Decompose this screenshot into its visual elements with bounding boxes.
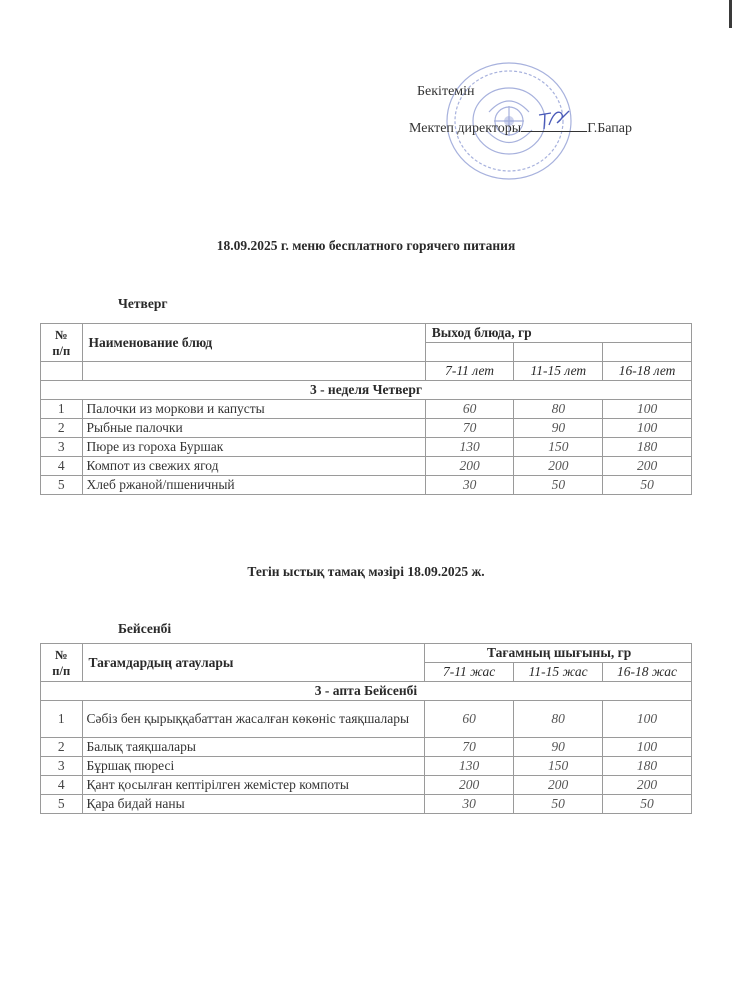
- portion-16-18: 100: [603, 400, 692, 419]
- row-number: 3: [41, 757, 83, 776]
- russian-menu-title: 18.09.2025 г. меню бесплатного горячего питания: [216, 238, 516, 253]
- portion-16-18: 200: [603, 776, 692, 795]
- header-age-16-18: 16-18 жас: [603, 663, 692, 682]
- portion-16-18: 50: [603, 476, 692, 495]
- portion-7-11: 70: [425, 419, 514, 438]
- portion-7-11: 200: [425, 776, 514, 795]
- empty-cell: [514, 343, 603, 362]
- portion-16-18: 100: [603, 738, 692, 757]
- table-row: [41, 419, 692, 438]
- portion-11-15: 50: [514, 476, 603, 495]
- portion-11-15: 80: [514, 400, 603, 419]
- kazakh-menu-table: [40, 643, 692, 814]
- table-row: [41, 738, 692, 757]
- portion-7-11: 130: [425, 757, 514, 776]
- row-number: 3: [41, 438, 83, 457]
- header-number: № п/п: [41, 644, 83, 682]
- table-row: [41, 795, 692, 814]
- approval-signature-line: [409, 117, 632, 137]
- portion-16-18: 180: [603, 757, 692, 776]
- row-number: 4: [41, 776, 83, 795]
- dish-name: Рыбные палочки: [82, 419, 425, 438]
- empty-cell: [603, 343, 692, 362]
- table-row: [41, 457, 692, 476]
- row-number: 5: [41, 795, 83, 814]
- portion-16-18: 100: [603, 701, 692, 738]
- header-age-7-11: 7-11 жас: [425, 663, 514, 682]
- portion-7-11: 30: [425, 795, 514, 814]
- table-row: [41, 757, 692, 776]
- approval-title: Бекітемін: [417, 84, 475, 99]
- dish-name: Балық таяқшалары: [82, 738, 425, 757]
- portion-11-15: 150: [514, 438, 603, 457]
- kazakh-day-label: Бейсенбі: [118, 621, 172, 636]
- empty-cell: [41, 362, 83, 381]
- table-row: [41, 438, 692, 457]
- dish-name: Бұршақ пюресі: [82, 757, 425, 776]
- signature-icon: [535, 107, 575, 133]
- week-label: 3 - апта Бейсенбі: [41, 682, 692, 701]
- empty-cell: [425, 343, 514, 362]
- row-number: 5: [41, 476, 83, 495]
- table-row: [41, 400, 692, 419]
- portion-11-15: 90: [514, 738, 603, 757]
- russian-menu-table: [40, 323, 692, 495]
- approval-block: [0, 0, 732, 200]
- row-number: 1: [41, 400, 83, 419]
- dish-name: Палочки из моркови и капусты: [82, 400, 425, 419]
- header-age-7-11: 7-11 лет: [425, 362, 514, 381]
- dish-name: Компот из свежих ягод: [82, 457, 425, 476]
- table-row: [41, 476, 692, 495]
- dish-name: Қант қосылған кептірілген жемістер компоты: [82, 776, 425, 795]
- header-age-16-18: 16-18 лет: [603, 362, 692, 381]
- header-dish-name: Наименование блюд: [82, 324, 425, 362]
- portion-7-11: 60: [425, 400, 514, 419]
- kazakh-menu-title: Тегін ыстық тамақ мәзірі 18.09.2025 ж.: [247, 564, 485, 579]
- russian-day-label: Четверг: [118, 296, 168, 311]
- portion-11-15: 90: [514, 419, 603, 438]
- portion-16-18: 50: [603, 795, 692, 814]
- header-portion-group: Выход блюда, гр: [425, 324, 691, 343]
- header-portion-group: Тағамның шығыны, гр: [425, 644, 692, 663]
- director-name: Г.Бапар: [587, 121, 633, 136]
- portion-11-15: 200: [514, 776, 603, 795]
- dish-name: Хлеб ржаной/пшеничный: [82, 476, 425, 495]
- row-number: 2: [41, 738, 83, 757]
- signature-blank: [521, 117, 587, 132]
- header-number: № п/п: [41, 324, 83, 362]
- portion-16-18: 200: [603, 457, 692, 476]
- dish-name: Сәбіз бен қырыққабаттан жасалған көкөніс таяқшалары: [82, 701, 425, 738]
- portion-11-15: 50: [514, 795, 603, 814]
- portion-7-11: 60: [425, 701, 514, 738]
- table-row: [41, 701, 692, 738]
- row-number: 1: [41, 701, 83, 738]
- portion-7-11: 30: [425, 476, 514, 495]
- table-row: [41, 776, 692, 795]
- row-number: 4: [41, 457, 83, 476]
- header-age-11-15: 11-15 лет: [514, 362, 603, 381]
- dish-name: Пюре из гороха Буршак: [82, 438, 425, 457]
- portion-11-15: 80: [514, 701, 603, 738]
- week-label: 3 - неделя Четверг: [41, 381, 692, 400]
- portion-16-18: 100: [603, 419, 692, 438]
- dish-name: Қара бидай наны: [82, 795, 425, 814]
- portion-16-18: 180: [603, 438, 692, 457]
- portion-11-15: 200: [514, 457, 603, 476]
- row-number: 2: [41, 419, 83, 438]
- portion-7-11: 70: [425, 738, 514, 757]
- empty-cell: [82, 362, 425, 381]
- portion-11-15: 150: [514, 757, 603, 776]
- portion-7-11: 200: [425, 457, 514, 476]
- header-age-11-15: 11-15 жас: [514, 663, 603, 682]
- header-dish-name: Тағамдардың атаулары: [82, 644, 425, 682]
- portion-7-11: 130: [425, 438, 514, 457]
- director-role: Мектеп директоры: [409, 121, 522, 136]
